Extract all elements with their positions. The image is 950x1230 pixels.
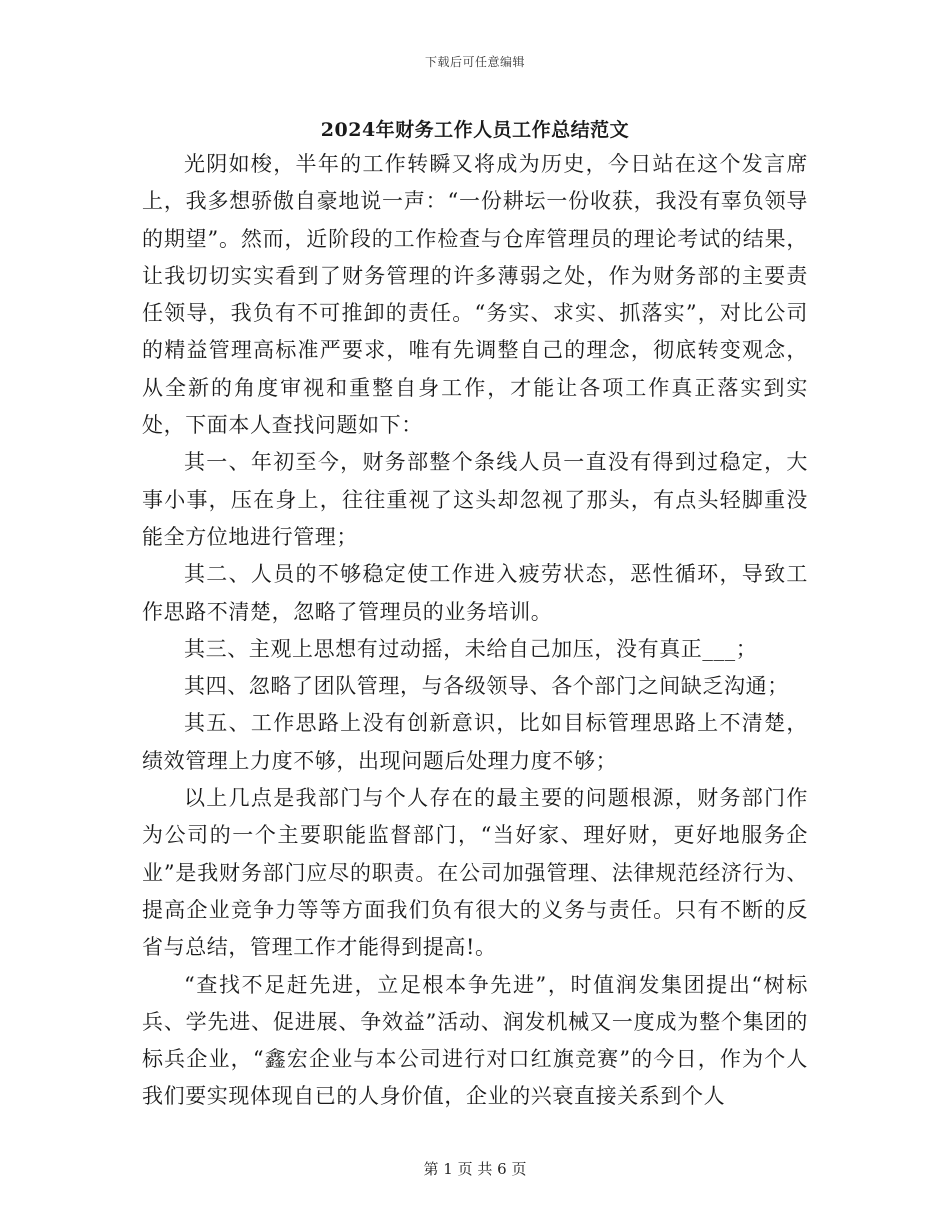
paragraph-issue-3: 其三、主观上思想有过动摇，未给自己加压，没有真正___； <box>184 636 758 661</box>
paragraph-campaign: “查找不足赶先进，立足根本争先进”，时值润发集团提出“树标兵、学先进、促进展、争效益”活动、润发机械又一度成为整个集团的标兵企业，“鑫宏企业与本公司进行对口红旗竞赛”的今日，作为个人我们要实现体现自已的人身价值，企业的兴衰直接关系到个人 <box>142 972 808 1109</box>
document-body <box>142 146 808 1116</box>
paragraph-issue-1: 其一、年初至今，财务部整个条线人员一直没有得到过稳定，大事小事，压在身上，往往重视了这头却忽视了那头，有点头轻脚重没能全方位地进行管理； <box>142 450 808 549</box>
paragraph-summary: 以上几点是我部门与个人存在的最主要的问题根源，财务部门作为公司的一个主要职能监督部门，“当好家、理好财，更好地服务企业”是我财务部门应尽的职责。在公司加强管理、法律规范经济行为、提高企业竞争力等等方面我们负有很大的义务与责任。只有不断的反省与总结，管理工作才能得到提高!。 <box>142 786 808 960</box>
paragraph-issue-4: 其四、忽略了团队管理，与各级领导、各个部门之间缺乏沟通； <box>184 674 789 699</box>
page-number-footer: 第 1 页 共 6 页 <box>423 1160 527 1178</box>
paragraph-intro: 光阴如梭，半年的工作转瞬又将成为历史，今日站在这个发言席上，我多想骄傲自豪地说一声：“一份耕坛一份收获，我没有辜负领导的期望”。然而，近阶段的工作检查与仓库管理员的理论考试的结果，让我切切实实看到了财务管理的许多薄弱之处，作为财务部的主要责任领导，我负有不可推卸的责任。“务实、求实、抓落实”，对比公司的精益管理高标准严要求，唯有先调整自己的理念，彻底转变观念，从全新的角度审视和重整自身工作，才能让各项工作真正落实到实处，下面本人查找问题如下： <box>142 152 808 438</box>
document-title: 2024年财务工作人员工作总结范文 <box>320 119 630 141</box>
paragraph-issue-5: 其五、工作思路上没有创新意识，比如目标管理思路上不清楚，绩效管理上力度不够，出现问题后处理力度不够； <box>142 711 808 773</box>
page-header-note: 下载后可任意编辑 <box>424 55 525 69</box>
paragraph-issue-2: 其二、人员的不够稳定使工作进入疲劳状态，恶性循环，导致工作思路不清楚，忽略了管理员的业务培训。 <box>142 562 808 624</box>
